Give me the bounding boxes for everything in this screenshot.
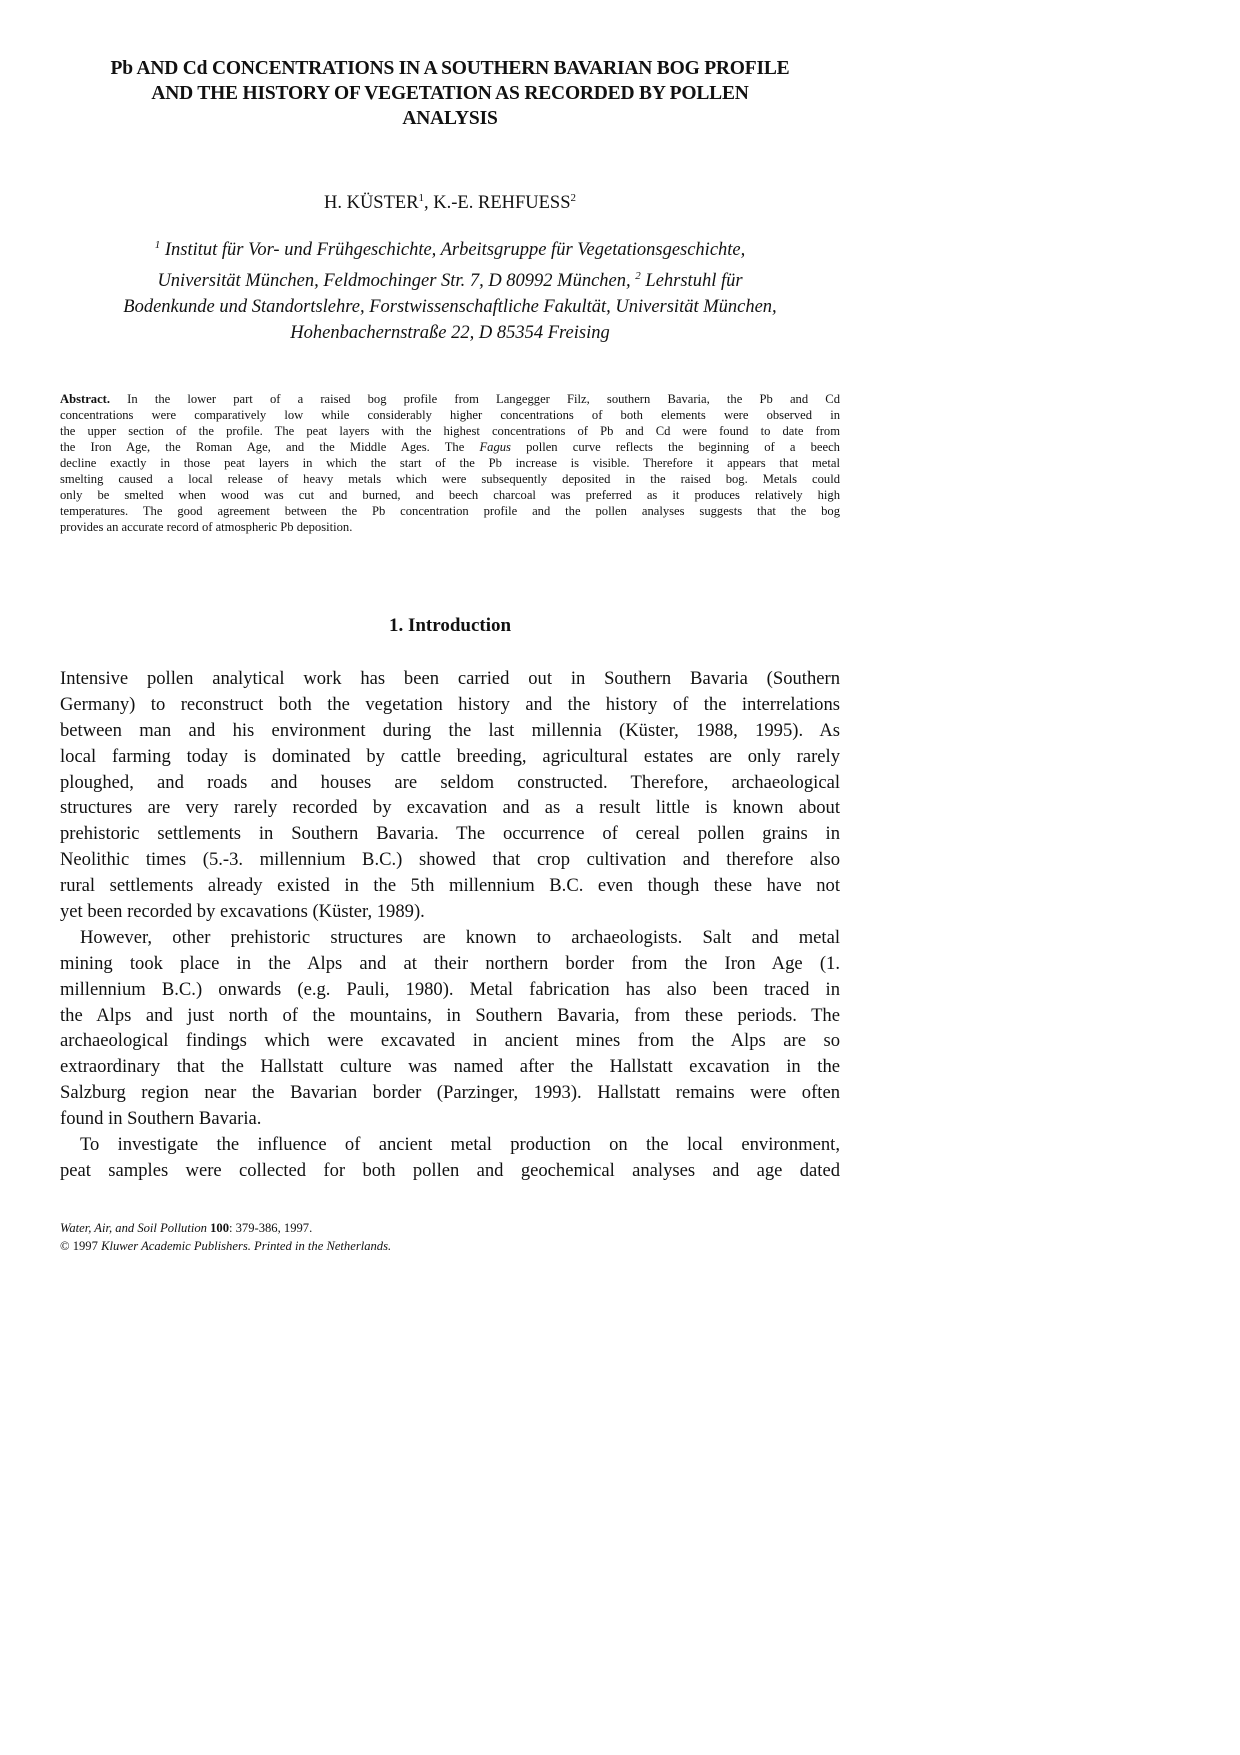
paper-title <box>60 56 840 131</box>
body-line: Neolithic times (5.-3. millennium B.C.) showed that crop cultivation and therefore also <box>60 849 840 871</box>
journal-name: Water, Air, and Soil Pollution <box>60 1221 211 1235</box>
body-line: rural settlements already existed in the 5th millennium B.C. even though these have not <box>60 875 840 897</box>
journal-citation <box>60 1219 660 1237</box>
body-line: Intensive pollen analytical work has been carried out in Southern Bavaria (Southern <box>60 668 840 689</box>
body-line: mining took place in the Alps and at their northern border from the Iron Age (1. <box>60 952 840 974</box>
author-name: H. KÜSTER <box>323 193 419 213</box>
abstract-line <box>60 439 840 455</box>
body-line: structures are very rarely recorded by excavation and as a result little is known about <box>60 797 840 819</box>
body-line: between man and his environment during the last millennia (Küster, 1988, 1995). As <box>60 719 840 741</box>
body-line: prehistoric settlements in Southern Bavaria. The occurrence of cereal pollen grains in <box>60 823 840 845</box>
citation-footer <box>60 1219 660 1255</box>
journal-pages: : 379-386, 1997. <box>228 1221 313 1235</box>
abstract-line: smelting caused a local release of heavy metals which were subsequently deposited in the raised bog. Metals could <box>60 472 840 486</box>
copyright-mark: © 1997 <box>60 1239 102 1253</box>
affiliation-mark: 1 <box>154 239 161 251</box>
affiliation-line: Hohenbachernstraße 22, D 85354 Freising <box>290 323 610 343</box>
affiliation-line <box>60 263 840 294</box>
journal-volume: 100 <box>210 1221 229 1235</box>
abstract-line: decline exactly in those peat layers in which the start of the Pb increase is visible. Therefore it appears that metal <box>60 456 840 470</box>
affiliations <box>60 232 840 346</box>
affiliation-mark: 2 <box>635 270 641 282</box>
publisher: Kluwer Academic Publishers. Printed in the Netherlands. <box>101 1239 392 1253</box>
body-line: However, other prehistoric structures are known to archaeologists. Salt and metal <box>80 926 840 948</box>
abstract-line: temperatures. The good agreement between the Pb concentration profile and the pollen analyses suggests that the bog <box>60 504 840 518</box>
author-name: K.-E. REHFUESS <box>433 193 571 213</box>
body-line: peat samples were collected for both pollen and geochemical analyses and age dated <box>60 1159 840 1181</box>
author-list <box>60 186 840 215</box>
title-line: ANALYSIS <box>402 108 498 129</box>
body-line: ploughed, and roads and houses are seldom constructed. Therefore, archaeological <box>60 771 840 793</box>
body-line: the Alps and just north of the mountains, in Southern Bavaria, from these periods. The <box>60 1004 840 1026</box>
abstract <box>60 391 840 535</box>
body-line: Salzburg region near the Bavarian border (Parzinger, 1993). Hallstatt remains were often <box>60 1082 840 1104</box>
copyright-line <box>60 1237 660 1255</box>
body-line: archaeological findings which were excavated in ancient mines from the Alps are so <box>60 1030 840 1052</box>
abstract-text: In the lower part of a raised bog profile from Langegger Filz, southern Bavaria, the Pb and Cd <box>110 392 840 406</box>
body-line: found in Southern Bavaria. <box>60 1108 262 1130</box>
abstract-text: pollen curve reflects the beginning of a beech <box>510 440 840 454</box>
author-separator: , <box>424 193 434 213</box>
body-line: millennium B.C.) onwards (e.g. Pauli, 1980). Metal fabrication has also been traced in <box>60 978 840 1000</box>
abstract-line: the upper section of the profile. The peat layers with the highest concentrations of Pb and Cd were found to date from <box>60 424 840 438</box>
author-affiliation-mark: 2 <box>570 192 577 204</box>
abstract-genus: Fagus <box>479 440 511 454</box>
abstract-text: the Iron Age, the Roman Age, and the Middle Ages. The <box>60 440 480 454</box>
body-line: local farming today is dominated by cattle breeding, agricultural estates are only rarely <box>60 745 840 767</box>
body-line: To investigate the influence of ancient metal production on the local environment, <box>80 1134 840 1156</box>
introduction-body <box>60 666 840 1184</box>
title-line: AND THE HISTORY OF VEGETATION AS RECORDED BY POLLEN <box>151 83 749 104</box>
abstract-line: only be smelted when wood was cut and burned, and beech charcoal was preferred as it produces relatively high <box>60 488 840 502</box>
abstract-line: provides an accurate record of atmospheric Pb deposition. <box>60 520 353 534</box>
abstract-label: Abstract. <box>60 392 111 406</box>
section-heading: 1. Introduction <box>388 615 512 636</box>
affiliation-text: Institut für Vor- und Frühgeschichte, Arbeitsgruppe für Vegetationsgeschichte, <box>160 240 746 260</box>
abstract-line: concentrations were comparatively low while considerably higher concentrations of both elements were observed in <box>60 408 840 422</box>
affiliation-text: Lehrstuhl für <box>640 271 743 291</box>
author-affiliation-mark: 1 <box>418 192 425 204</box>
abstract-line <box>60 391 840 407</box>
affiliation-line <box>60 232 840 263</box>
affiliation-line: Bodenkunde und Standortslehre, Forstwissenschaftliche Fakultät, Universität München, <box>123 297 777 317</box>
body-line: Germany) to reconstruct both the vegetation history and the history of the interrelations <box>60 693 840 715</box>
title-line: Pb AND Cd CONCENTRATIONS IN A SOUTHERN BAVARIAN BOG PROFILE <box>110 58 790 79</box>
affiliation-text: Universität München, Feldmochinger Str. 7, D 80992 München, <box>157 271 636 291</box>
body-line: yet been recorded by excavations (Küster, 1989). <box>60 901 425 923</box>
body-line: extraordinary that the Hallstatt culture was named after the Hallstatt excavation in the <box>60 1056 840 1078</box>
